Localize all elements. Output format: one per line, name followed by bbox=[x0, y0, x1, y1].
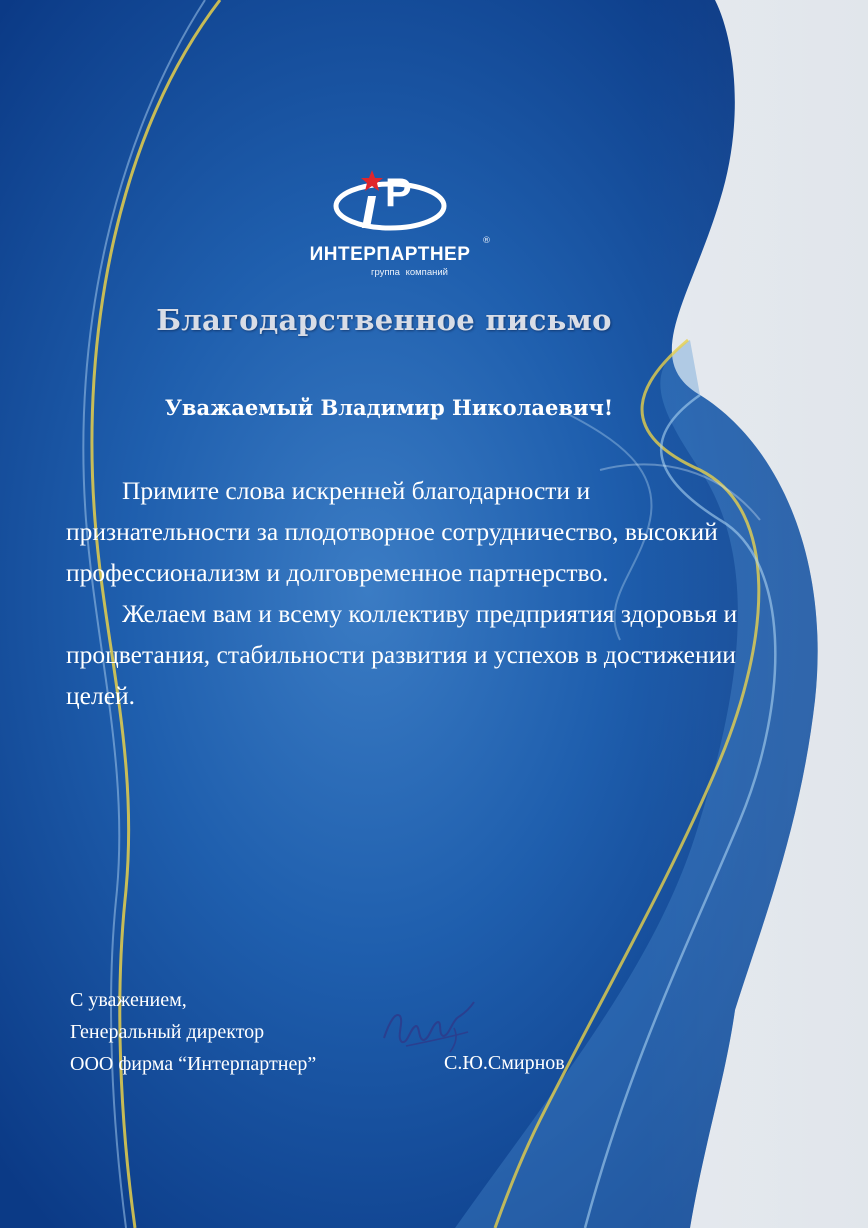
closing-salutation: С уважением, bbox=[70, 989, 187, 1011]
body-paragraph-1: Примите слова искренней благодарности и признательности за плодотворное сотрудничество, высокий профессионализм и долговременное партнерство. bbox=[66, 476, 718, 587]
letter-title: Благодарственное письмо bbox=[156, 303, 612, 337]
letter-body bbox=[66, 470, 766, 716]
brand-name: ИНТЕРПАРТНЕР bbox=[309, 244, 471, 265]
signer-name: С.Ю.Смирнов bbox=[444, 1052, 565, 1074]
closing-block bbox=[70, 984, 316, 1080]
company-name: ООО фирма “Интерпартнер” bbox=[70, 1053, 317, 1075]
interpartner-logo-icon bbox=[330, 162, 450, 240]
body-paragraph-2: Желаем вам и всему коллективу предприятия здоровья и процветания, стабильности развития и успехов в достижении целей. bbox=[66, 599, 738, 710]
registered-mark: ® bbox=[482, 236, 491, 246]
brand-subtitle: группа компаний bbox=[371, 267, 448, 278]
greeting: Уважаемый Владимир Николаевич! bbox=[164, 395, 614, 420]
handwritten-signature bbox=[376, 998, 486, 1060]
company-logo bbox=[285, 162, 495, 282]
svg-text:P: P bbox=[385, 171, 412, 215]
signer-position: Генеральный директор bbox=[70, 1021, 265, 1043]
